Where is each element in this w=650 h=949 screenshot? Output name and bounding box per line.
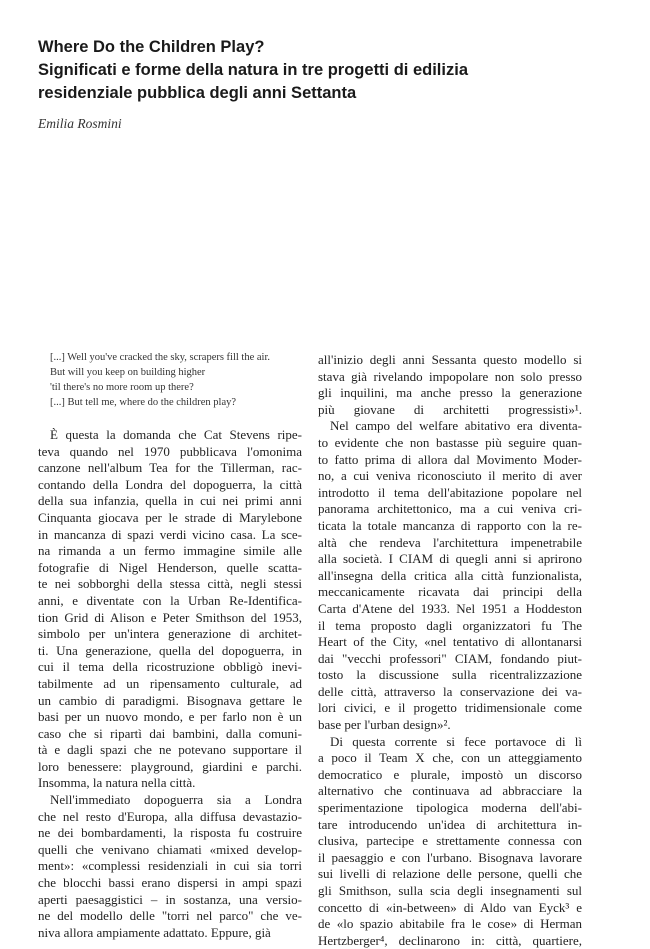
text-line: È questa la domanda che Cat Stevens ripe- bbox=[50, 427, 302, 442]
text-line: Cinquanta giocava per le strade di Marylebone bbox=[38, 509, 302, 525]
text-line: a poco il Team X che, con un atteggiamento bbox=[318, 750, 582, 766]
text-line: aperti paesaggistici – in sostanza, una versio- bbox=[38, 891, 302, 907]
paragraph bbox=[318, 418, 582, 733]
text-line: clusiva, partecipe e strettamente connessa con bbox=[318, 833, 582, 849]
text-line: Insomma, la natura nella città. bbox=[38, 775, 196, 791]
text-line: Nell'immediato dopoguerra sia a Londra bbox=[50, 792, 302, 808]
epigraph-line: 'til there's no more room up there? bbox=[50, 382, 194, 393]
text-line: in mancanza di spazi verdi vicino casa. La sce- bbox=[38, 526, 302, 542]
text-line: Nel campo del welfare abitativo era diventa- bbox=[330, 418, 582, 434]
text-line: caso che si ripartì dai bambini, dalla comuni- bbox=[38, 725, 302, 741]
text-line: ticata la totale mancanza di rapporto con la re- bbox=[318, 517, 582, 533]
text-line: tion Grid di Alison e Peter Smithson del 1953, bbox=[38, 609, 302, 625]
paragraph bbox=[38, 427, 302, 792]
epigraph-line: But will you keep on building higher bbox=[50, 367, 206, 378]
text-line: Hertzberger⁴, declinarono in: città, quartiere, bbox=[318, 932, 582, 948]
text-line: il paesaggio e con l'urbano. Bisognava lavorare bbox=[318, 849, 582, 865]
text-line: Heart of the City, «nel tentativo di allontanarsi bbox=[318, 634, 582, 650]
paragraph bbox=[38, 792, 302, 941]
text-line: tabilmente ad un ripensamento culturale, ad bbox=[38, 675, 302, 691]
text-line: stava già rivelando impopolare non solo presso bbox=[318, 368, 582, 384]
text-line: loro benessere: playground, giardini e parchi. bbox=[38, 758, 302, 774]
text-line: gli Smithson, sulla scia degli insegnamenti sul bbox=[318, 883, 582, 898]
text-line: simbolo per un'intera generazione di architet- bbox=[38, 626, 302, 642]
text-line: Di questa corrente si fece portavoce di lì bbox=[330, 733, 582, 749]
paragraph bbox=[318, 734, 582, 949]
text-line: quelli che venivano chiamati «mixed develop- bbox=[38, 841, 302, 857]
text-line: all'inizio degli anni Sessanta questo modello si bbox=[318, 352, 582, 367]
text-line: più giovane di architetti progressisti»¹. bbox=[318, 401, 582, 417]
article-title bbox=[38, 36, 618, 105]
text-line: un cambio di paradigmi. Bisognava gettare le bbox=[38, 692, 302, 708]
text-line: no, a cui veniva riconosciuto il merito di aver bbox=[318, 468, 582, 484]
text-line: ne dei bombardamenti, la risposta fu costruire bbox=[38, 825, 302, 841]
text-line: tosto la discussione sulla ricentralizzazione bbox=[318, 667, 582, 683]
text-line: ti. Una generazione, quella del dopoguerra, in bbox=[38, 642, 302, 658]
text-line: tare introducendo un'idea di architettura in- bbox=[318, 816, 582, 832]
text-line: sui livelli di relazione delle persone, quelli che bbox=[318, 866, 582, 882]
text-line: na rimanda a un fermo immagine simile alle bbox=[38, 543, 302, 559]
text-line: Carta d'Atene del 1933. Nel 1951 a Hoddeston bbox=[318, 600, 582, 616]
paragraph bbox=[318, 352, 582, 418]
epigraph-line: [...] Well you've cracked the sky, scrapers fill the air. bbox=[50, 352, 271, 363]
text-line: il tema proposto dagli organizzatori fu The bbox=[318, 617, 582, 633]
text-line: de «lo spazio abitabile fra le cose» di Herman bbox=[318, 916, 582, 932]
text-line: meccanicamente ricavata dai principi della bbox=[318, 584, 582, 600]
text-line: che nel resto d'Europa, alla diffusa devastazio- bbox=[38, 808, 302, 824]
text-line: teva quando nel 1970 pubblicava l'omonima bbox=[38, 443, 302, 459]
text-line: gli inquilini, ma anche presso la generazione bbox=[318, 385, 582, 401]
text-line: anni, e diventate con la Urban Re-Identifica- bbox=[38, 592, 302, 608]
text-line: alternativo che continuava ad abbracciare la bbox=[318, 783, 582, 799]
epigraph-line: [...] But tell me, where do the children play? bbox=[50, 397, 237, 408]
text-line: democratico e plurale, impostò un discorso bbox=[318, 766, 582, 782]
text-line: cui il tema della ricostruzione obbligò inevi- bbox=[38, 659, 302, 675]
text-line: contando della Londra del dopoguerra, la città bbox=[38, 476, 302, 492]
text-line: che blocchi bassi erano dispersi in ampi spazi bbox=[38, 875, 302, 891]
epigraph-lyrics bbox=[50, 350, 302, 410]
subtitle-line: residenziale pubblica degli anni Settanta bbox=[38, 84, 357, 102]
text-line: to fatto prima di allora dal Movimento Moder- bbox=[318, 451, 582, 467]
text-line: niva allora ampiamente adattato. Eppure, già bbox=[38, 924, 271, 940]
text-line: sperimentazione tipologica moderna dell'abi- bbox=[318, 800, 582, 816]
title-line: Where Do the Children Play? bbox=[38, 38, 265, 56]
text-line: lori civici, e il progetto tridimensionale come bbox=[318, 700, 582, 716]
text-line: dai "vecchi professori" CIAM, fondando piut- bbox=[318, 650, 582, 666]
text-line: concetto di «in-between» di Aldo van Eyck³ e bbox=[318, 899, 582, 915]
text-line: fotografie di Nigel Henderson, quelle scatta- bbox=[38, 559, 302, 575]
text-line: canzone nell'album Tea for the Tillerman, rac- bbox=[38, 460, 302, 476]
text-line: altà che rendeva l'architettura impenetrabile bbox=[318, 534, 582, 550]
text-line: te nei sobborghi della stessa città, negli stessi bbox=[38, 576, 302, 592]
text-line: tà e dagli spazi che ne potevano supportare il bbox=[38, 742, 302, 758]
text-line: introdotto il tema dell'abitazione popolare nel bbox=[318, 484, 582, 500]
text-line: basi per un nuovo mondo, e per farlo non è un bbox=[38, 709, 302, 725]
text-line: della sua infanzia, quella in cui nei primi anni bbox=[38, 493, 302, 509]
text-line: delle città, attraverso la conservazione dei va- bbox=[318, 683, 582, 699]
text-line: to evidente che non bastasse più seguire quan- bbox=[318, 434, 582, 450]
text-line: ne del modello delle "torri nel parco" che ve- bbox=[38, 908, 302, 924]
right-column bbox=[318, 352, 582, 949]
text-line: all'insegna della critica alla città funzionalista, bbox=[318, 567, 582, 583]
text-line: base per l'urban design»². bbox=[318, 717, 451, 733]
text-line: ment»: «complessi residenziali in cui sia torri bbox=[38, 858, 302, 874]
subtitle-line: Significati e forme della natura in tre progetti di edilizia bbox=[38, 61, 468, 79]
text-line: alla società. I CIAM di quegli anni si aprirono bbox=[318, 551, 582, 567]
author-name: Emilia Rosmini bbox=[38, 116, 122, 131]
left-column bbox=[38, 350, 302, 941]
text-line: panorama architettonico, ma a cui veniva cri- bbox=[318, 501, 582, 517]
